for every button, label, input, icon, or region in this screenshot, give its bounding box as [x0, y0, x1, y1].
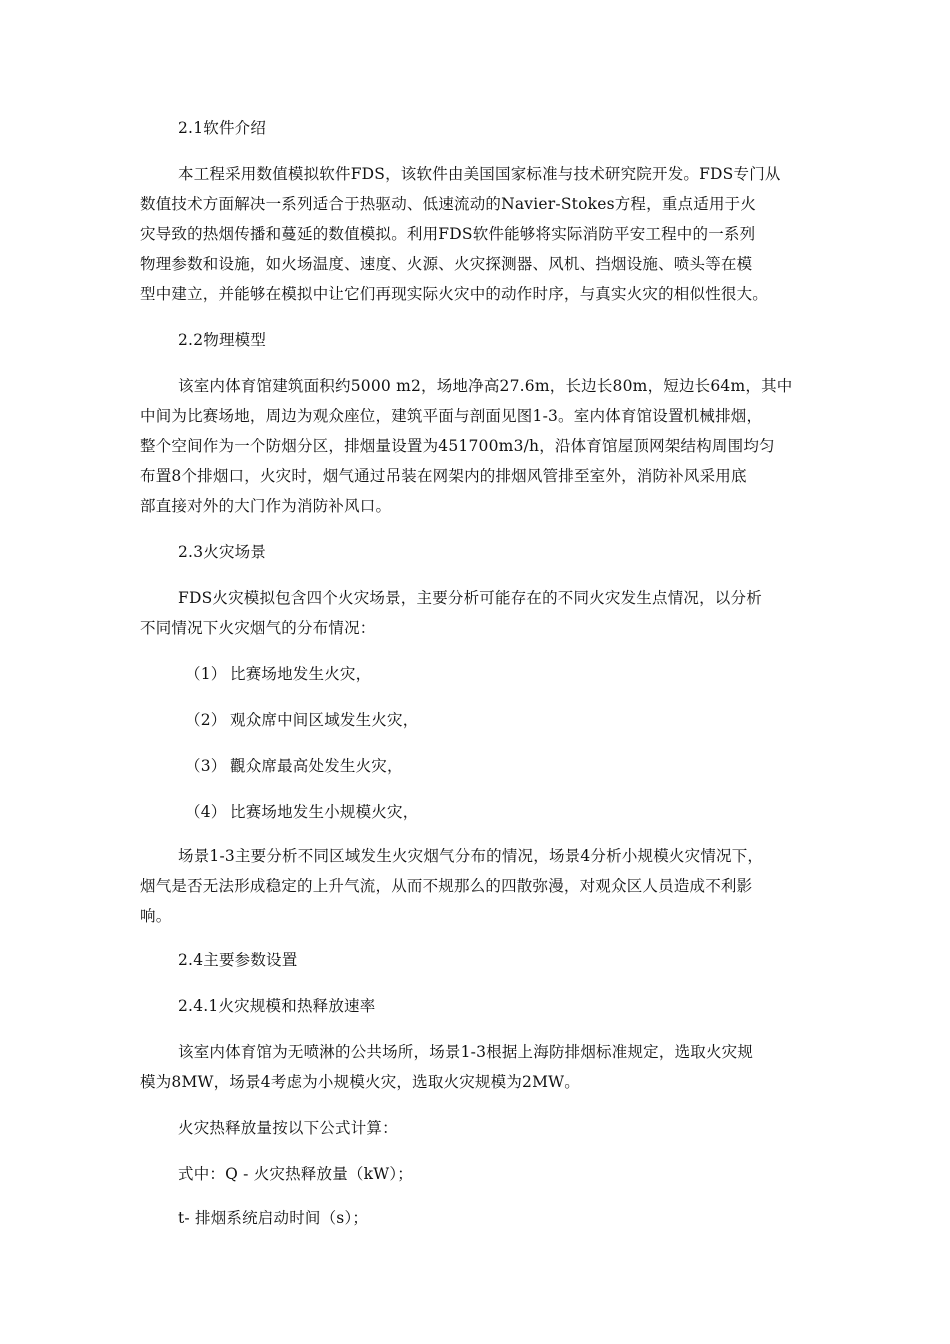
paragraph-software-line-1: 本工程采用数值模拟软件FDS，该软件由美国国家标准与技术研究院开发。FDS专门从: [178, 165, 781, 183]
list-item-text: 觀众席最高处发生火灾，: [230, 757, 403, 775]
list-item: [140, 664, 855, 684]
section-heading-2-3: 2.3火灾场景: [178, 543, 267, 561]
list-item: [140, 756, 855, 776]
formula-variable-q: 式中：Q - 火灾热释放量（kW）；: [178, 1165, 413, 1183]
document-page: [140, 0, 810, 1344]
formula-intro: 火灾热释放量按以下公式计算：: [178, 1119, 398, 1137]
paragraph-scenario-line-2: 不同情况下火灾烟气的分布情况：: [140, 619, 376, 637]
list-item-number: （1）: [185, 665, 227, 683]
paragraph-model-line-1: 该室内体育馆建筑面积约5000 m2，场地净高27.6m，长边长80m，短边长64m，其中: [178, 377, 793, 395]
list-item-text: 观众席中间区域发生火灾，: [230, 711, 419, 729]
list-item-text: 比赛场地发生小规模火灾，: [230, 803, 419, 821]
section-heading-2-2: 2.2物理模型: [178, 331, 267, 349]
subsection-heading-2-4-1: 2.4.1火灾规模和热释放速率: [178, 997, 376, 1015]
formula-variable-t: t- 排烟系统启动时间（s）；: [178, 1209, 369, 1227]
paragraph-software-line-4: 物理参数和设施，如火场温度、速度、火源、火灾探测器、风机、挡烟设施、喷头等在模: [140, 255, 753, 273]
paragraph-analysis-line-3: 响。: [140, 907, 172, 925]
list-item-number: （4）: [185, 803, 227, 821]
paragraph-software-line-5: 型中建立，并能够在模拟中让它们再现实际火灾中的动作时序，与真实火灾的相似性很大。: [140, 285, 769, 303]
section-heading-2-4: 2.4主要参数设置: [178, 951, 298, 969]
paragraph-analysis-line-2: 烟气是否无法形成稳定的上升气流，从而不规那么的四散弥漫，对观众区人员造成不利影: [140, 877, 753, 895]
paragraph-model-line-3: 整个空间作为一个防烟分区，排烟量设置为451700m3/h，沿体育馆屋顶网架结构周围均匀: [140, 437, 775, 455]
paragraph-software-line-3: 灾导致的热烟传播和蔓延的数值模拟。利用FDS软件能够将实际消防平安工程中的一系列: [140, 225, 756, 243]
list-item-number: （2）: [185, 711, 227, 729]
paragraph-analysis-line-1: 场景1-3主要分析不同区域发生火灾烟气分布的情况，场景4分析小规模火灾情况下，: [178, 847, 764, 865]
section-heading-2-1: 2.1软件介绍: [178, 119, 267, 137]
list-item-number: （3）: [185, 757, 227, 775]
list-item-text: 比赛场地发生火灾，: [230, 665, 372, 683]
paragraph-model-line-2: 中间为比赛场地，周边为观众座位，建筑平面与剖面见图1-3。室内体育馆设置机械排烟，: [140, 407, 763, 425]
paragraph-model-line-4: 布置8个排烟口，火灾时，烟气通过吊装在网架内的排烟风管排至室外，消防补风采用底: [140, 467, 747, 485]
paragraph-fire-scale-line-1: 该室内体育馆为无喷淋的公共场所，场景1-3根据上海防排烟标准规定，选取火灾规: [178, 1043, 754, 1061]
paragraph-scenario-line-1: FDS火灾模拟包含四个火灾场景，主要分析可能存在的不同火灾发生点情况，以分析: [178, 589, 762, 607]
list-item: [140, 802, 855, 822]
paragraph-model-line-5: 部直接对外的大门作为消防补风口。: [140, 497, 392, 515]
paragraph-software-line-2: 数值技术方面解决一系列适合于热驱动、低速流动的Navier-Stokes方程，重点适用于火: [140, 195, 757, 213]
list-item: [140, 710, 855, 730]
paragraph-fire-scale-line-2: 模为8MW，场景4考虑为小规模火灾，选取火灾规模为2MW。: [140, 1073, 580, 1091]
